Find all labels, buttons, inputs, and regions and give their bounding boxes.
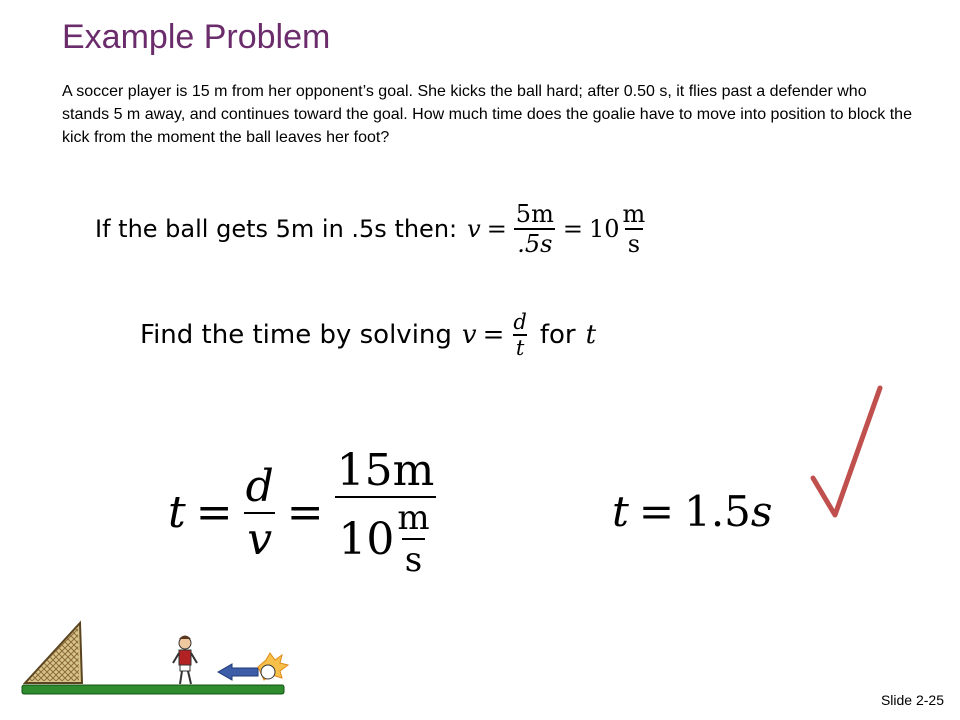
line3-fraction <box>243 461 277 565</box>
equation-instruction <box>140 310 596 360</box>
line1-unit-den: s <box>625 228 643 258</box>
soccer-scene <box>20 615 290 700</box>
line1-frac-num: 5m <box>515 200 554 228</box>
slide-title: Example Problem <box>62 18 331 56</box>
line1-frac-den: .5s <box>514 228 555 258</box>
line1-value: 10 <box>588 215 620 243</box>
line2-v: v <box>461 320 477 350</box>
slide-number: Slide 2-25 <box>880 692 944 708</box>
line3-den-unit-num: m <box>397 498 430 538</box>
equation-speed <box>95 200 648 258</box>
answer-value: 1.5 <box>684 487 751 536</box>
line3-den-unit <box>394 498 432 580</box>
line1-v: v <box>467 215 481 243</box>
problem-statement: A soccer player is 15 m from her opponent’s goal. She kicks the ball hard; after 0.50 s, it flies past a defender who stands 5 m away, and continues toward the goal. How much time does the goalie have to move into position to block the kick from the moment the ball leaves her foot? <box>62 83 912 146</box>
left-arrow-icon <box>218 664 258 680</box>
soccer-ball-icon <box>258 653 288 680</box>
answer <box>612 487 772 536</box>
line3-den-value: 10 <box>338 513 395 565</box>
line3-big-num: 15m <box>336 445 435 496</box>
line2-t: t <box>585 320 597 350</box>
line3-big-den <box>335 496 435 580</box>
line3-t: t <box>168 487 186 538</box>
goal-net-icon <box>25 623 82 683</box>
line1-eq2: = <box>562 215 583 243</box>
line2-fraction <box>510 310 529 360</box>
line3-big-fraction <box>334 445 438 580</box>
line1-unit-fraction <box>619 200 648 258</box>
line3-frac-den: v <box>244 512 275 565</box>
line3-den-unit-den: s <box>402 538 425 580</box>
answer-t: t <box>612 487 629 536</box>
answer-unit: s <box>750 487 773 536</box>
equation-time <box>168 445 437 580</box>
line3-frac-num: d <box>245 460 274 512</box>
line3-eq: = <box>195 487 233 538</box>
field <box>22 685 284 694</box>
line2-text: Find the time by solving <box>140 320 452 350</box>
soccer-player-icon <box>173 636 197 685</box>
line1-fraction <box>513 200 557 258</box>
line3-eq2: = <box>286 487 324 538</box>
line2-for: for <box>539 320 576 350</box>
line2-eq: = <box>482 320 505 350</box>
line1-eq: = <box>486 215 507 243</box>
line1-text: If the ball gets 5m in .5s then: <box>95 215 458 243</box>
answer-eq: = <box>638 487 675 536</box>
line1-unit-num: m <box>622 200 646 228</box>
checkmark-icon <box>805 380 885 530</box>
line2-frac-num: d <box>513 310 527 334</box>
line2-frac-den: t <box>513 334 527 360</box>
